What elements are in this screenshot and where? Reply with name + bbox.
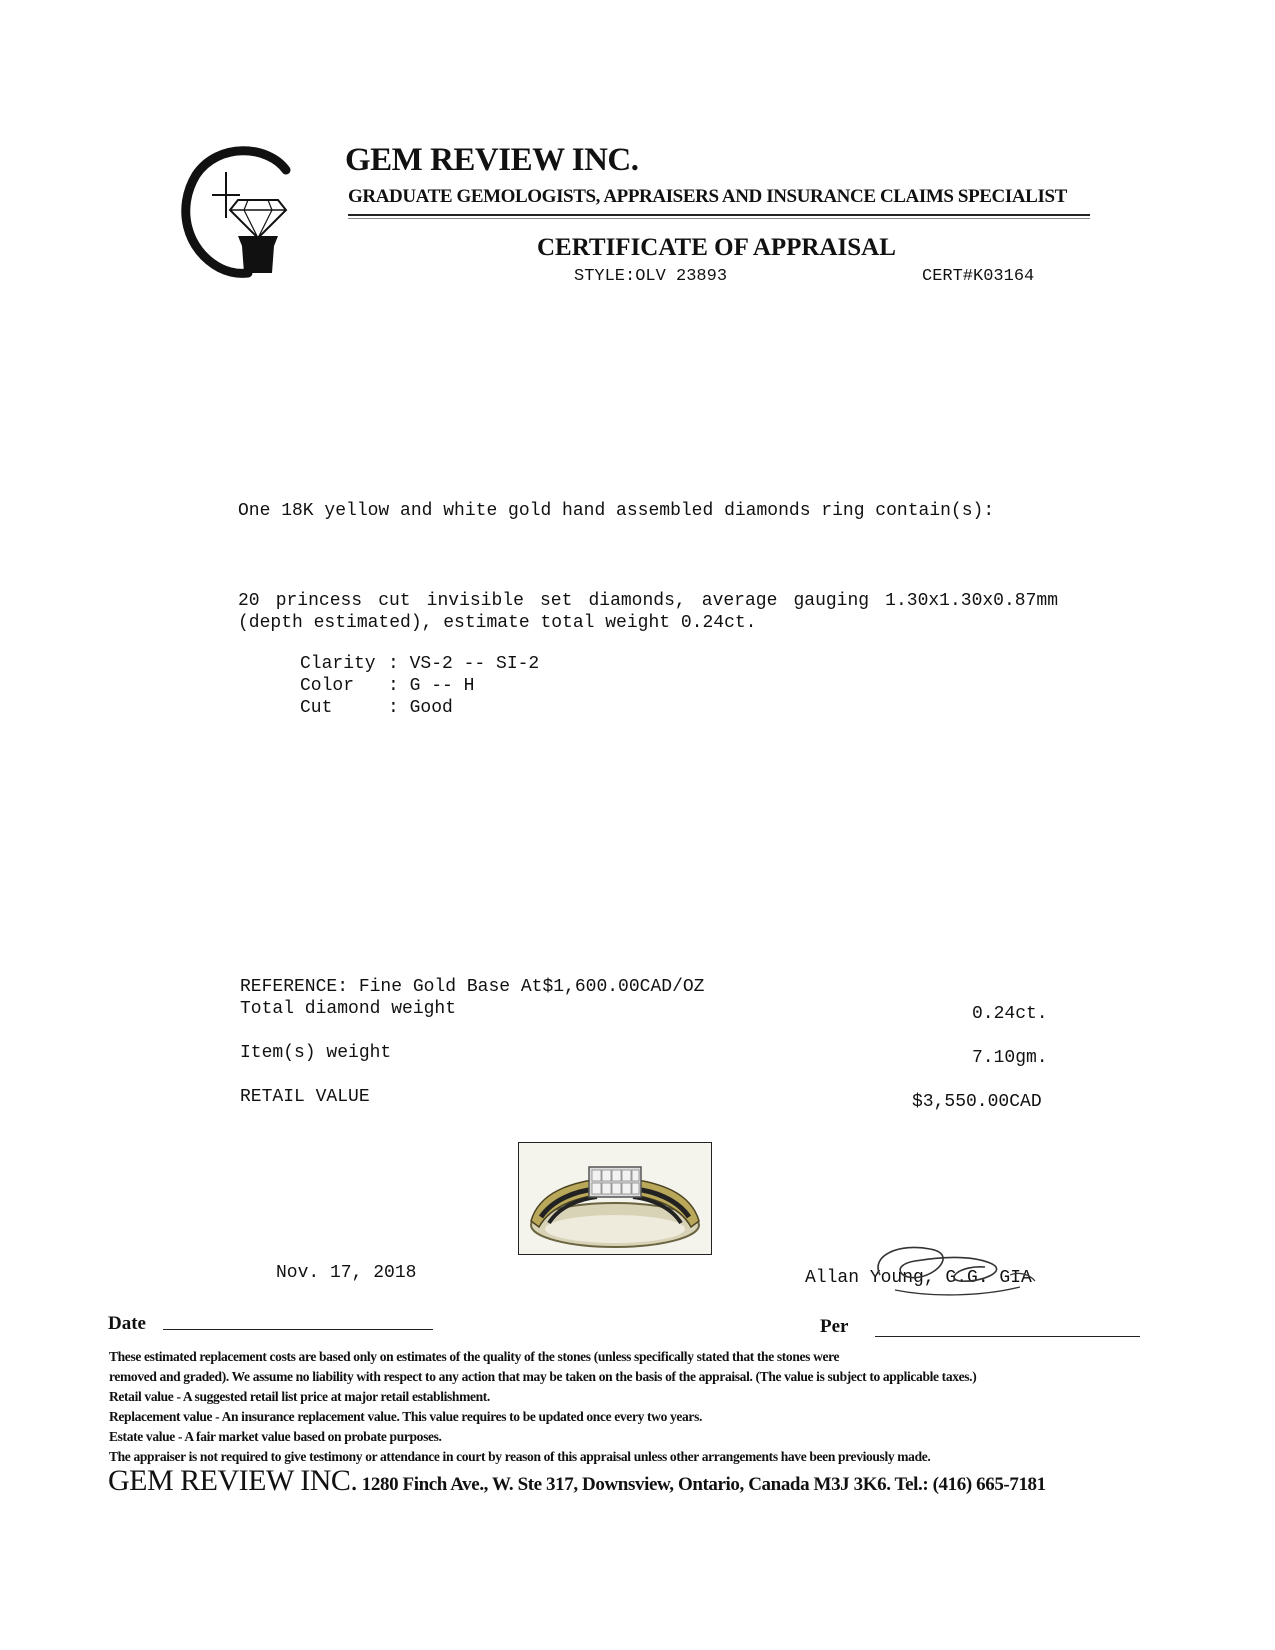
document-title: CERTIFICATE OF APPRAISAL xyxy=(537,234,896,261)
retail-value: $3,550.00CAD xyxy=(912,1092,1042,1112)
spec-label: Clarity xyxy=(300,654,376,674)
gem-review-logo xyxy=(178,140,298,280)
ring-photo xyxy=(518,1142,712,1255)
signature-image xyxy=(860,1235,1050,1310)
retail-value-label: RETAIL VALUE xyxy=(240,1087,370,1107)
spec-value: : VS-2 -- SI-2 xyxy=(388,654,540,674)
company-name: GEM REVIEW INC. xyxy=(345,142,639,178)
disclaimer-line: removed and graded). We assume no liability with respect to any action that may be taken on the basis of the appraisal. (The value is subject to applicable taxes.) xyxy=(109,1369,977,1384)
per-label: Per xyxy=(820,1316,849,1337)
item-weight-value: 7.10gm. xyxy=(972,1048,1048,1068)
disclaimer-line: Replacement value - An insurance replacement value. This value requires to be updated once every two years. xyxy=(109,1409,703,1424)
spec-value: : Good xyxy=(388,698,453,718)
header-rule-thin xyxy=(348,218,1090,219)
stone-description: 20 princess cut invisible set diamonds, average gauging 1.30x1.30x0.87mm (depth estimated), estimate total weight 0.24ct. xyxy=(238,591,1058,633)
item-weight-label: Item(s) weight xyxy=(240,1043,392,1063)
spec-cut xyxy=(300,698,453,718)
ring-image xyxy=(519,1143,711,1254)
style-number: STYLE:OLV 23893 xyxy=(574,267,728,286)
footer-company-name: GEM REVIEW INC. xyxy=(108,1464,358,1497)
appraiser-name: Allan Young, G.G. GIA xyxy=(805,1268,1032,1288)
total-diamond-weight-label: Total diamond weight xyxy=(240,999,457,1019)
item-description: One 18K yellow and white gold hand assembled diamonds ring contain(s): xyxy=(238,501,995,521)
company-tagline: GRADUATE GEMOLOGISTS, APPRAISERS AND INSURANCE CLAIMS SPECIALIST xyxy=(348,186,1067,207)
footer-address: 1280 Finch Ave., W. Ste 317, Downsview, Ontario, Canada M3J 3K6. Tel.: (416) 665-7181 xyxy=(357,1474,1046,1495)
spec-label: Color xyxy=(300,676,355,696)
date-label: Date xyxy=(108,1313,146,1334)
disclaimer-line: These estimated replacement costs are based only on estimates of the quality of the stones (unless specifically stated that the stones were xyxy=(109,1349,840,1364)
disclaimer-line: Retail value - A suggested retail list price at major retail establishment. xyxy=(109,1389,490,1404)
header-rule xyxy=(348,214,1090,216)
per-signature-line xyxy=(875,1336,1140,1337)
appraisal-date: Nov. 17, 2018 xyxy=(276,1263,417,1283)
reference-line: REFERENCE: Fine Gold Base At$1,600.00CAD/OZ xyxy=(240,977,705,997)
spec-label: Cut xyxy=(300,698,333,718)
footer xyxy=(108,1464,1046,1498)
certificate-number: CERT#K03164 xyxy=(922,267,1035,286)
spec-color xyxy=(300,676,474,696)
date-signature-line xyxy=(163,1329,433,1330)
spec-clarity xyxy=(300,654,539,674)
total-diamond-weight-value: 0.24ct. xyxy=(972,1004,1048,1024)
disclaimer-line: Estate value - A fair market value based on probate purposes. xyxy=(109,1429,442,1444)
spec-value: : G -- H xyxy=(388,676,475,696)
disclaimer-line: The appraiser is not required to give testimony or attendance in court by reason of this appraisal unless other arrangements have been previously made. xyxy=(109,1449,931,1464)
